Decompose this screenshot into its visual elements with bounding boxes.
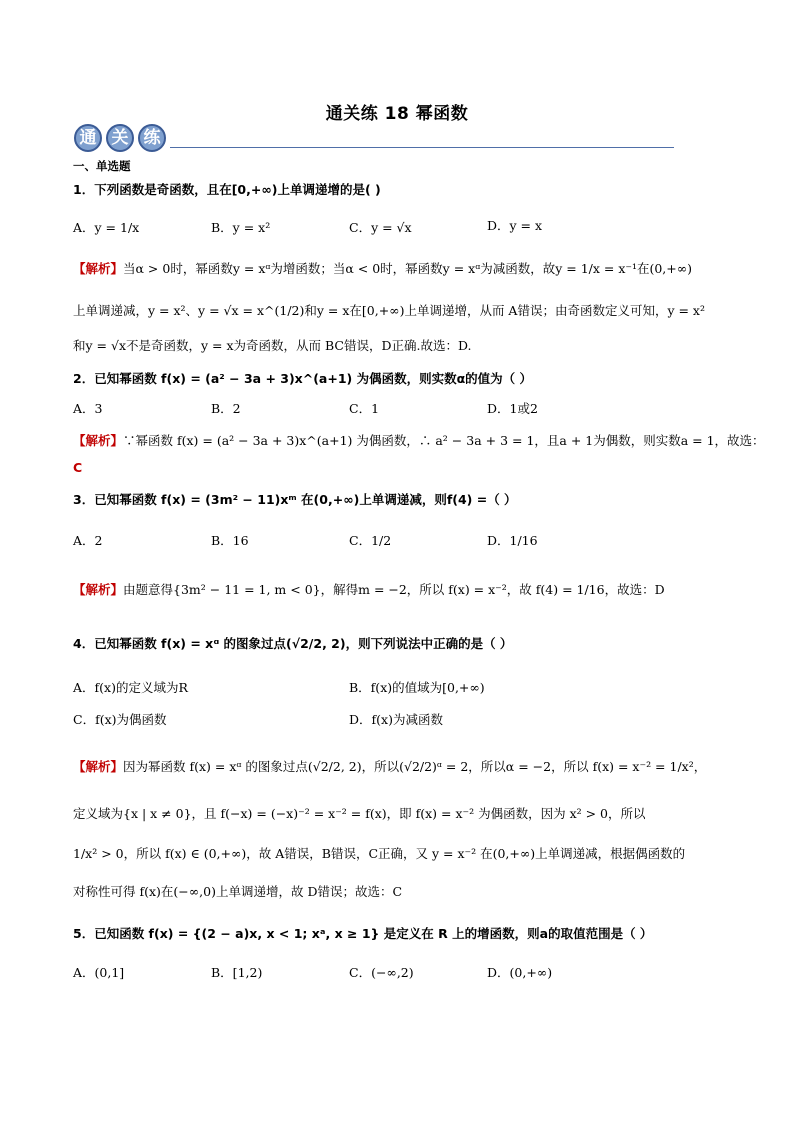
- question-1-stem: 1．下列函数是奇函数，且在[0,+∞)上单调递增的是( ): [73, 182, 381, 197]
- q5-option-d: D．(0,+∞): [487, 965, 553, 980]
- q3-option-a: A．2: [73, 533, 103, 548]
- page-title: 通关练 18 幂函数: [325, 104, 469, 124]
- banner-badge: 练: [138, 124, 166, 152]
- q1-option-d: D．y = x: [487, 218, 543, 233]
- q4-option-d: D．f(x)为减函数: [349, 712, 443, 727]
- q4-option-c: C．f(x)为偶函数: [73, 712, 167, 727]
- q4-option-b: B．f(x)的值域为[0,+∞): [349, 680, 485, 695]
- banner-rule: [170, 147, 674, 148]
- q5-option-b: B．[1,2): [211, 965, 263, 980]
- question-3-stem: 3．已知幂函数 f(x) = (3m² − 11)xᵐ 在(0,+∞)上单调递减，则f(4) =（ ）: [73, 492, 517, 507]
- q3-analysis-line-1: [73, 580, 665, 598]
- q1-option-a: A．y = 1/x: [73, 220, 140, 235]
- analysis-text: 因为幂函数 f(x) = xᵅ 的图象过点(√2/2, 2)，所以(√2/2)ᵅ = 2，所以α = −2，所以 f(x) = x⁻² = 1/x²，: [123, 759, 707, 774]
- question-2-stem: 2．已知幂函数 f(x) = (a² − 3a + 3)x^(a+1) 为偶函数，则实数α的值为（ ）: [73, 371, 533, 386]
- banner-badge: 关: [106, 124, 134, 152]
- q2-option-c: C．1: [349, 401, 380, 416]
- analysis-label: 【解析】: [73, 759, 124, 774]
- q2-analysis-line-1: [73, 431, 765, 449]
- q2-option-d: D．1或2: [487, 401, 538, 416]
- q4-analysis-line-4: 对称性可得 f(x)在(−∞,0)上单调递增，故 D错误；故选：C: [73, 884, 403, 899]
- q4-analysis-line-1: [73, 757, 706, 775]
- question-5-stem: 5．已知函数 f(x) = {(2 − a)x, x < 1; xᵃ, x ≥ 1} 是定义在 R 上的增函数，则a的取值范围是（ ）: [73, 926, 653, 941]
- q1-analysis-line-3: 和y = √x不是奇函数，y = x为奇函数，从而 BC错误，D正确.故选：D.: [73, 338, 472, 353]
- q3-option-d: D．1/16: [487, 533, 538, 548]
- analysis-label: 【解析】: [73, 582, 124, 597]
- q4-option-a: A．f(x)的定义域为R: [73, 680, 188, 695]
- analysis-label: 【解析】: [73, 433, 124, 448]
- q3-option-c: C．1/2: [349, 533, 392, 548]
- q2-option-a: A．3: [73, 401, 103, 416]
- q4-analysis-line-3: 1/x² > 0，所以 f(x) ∈ (0,+∞)，故 A错误，B错误，C正确，又 y = x⁻² 在(0,+∞)上单调递减，根据偶函数的: [73, 846, 686, 861]
- q2-analysis-line-2: C: [73, 460, 83, 475]
- q5-option-a: A．(0,1]: [73, 965, 125, 980]
- q2-option-b: B．2: [211, 401, 241, 416]
- section-banner: [74, 124, 674, 156]
- q4-analysis-line-2: 定义域为{x | x ≠ 0}，且 f(−x) = (−x)⁻² = x⁻² = f(x)，即 f(x) = x⁻² 为偶函数，因为 x² > 0，所以: [73, 806, 646, 821]
- q5-option-c: C．(−∞,2): [349, 965, 414, 980]
- analysis-text: 当α > 0时，幂函数y = xᵅ为增函数；当α < 0时，幂函数y = xᵅ为减函数，故y = 1/x = x⁻¹在(0,+∞): [123, 261, 693, 276]
- question-4-stem: 4．已知幂函数 f(x) = xᵅ 的图象过点(√2/2, 2)，则下列说法中正确的是（ ）: [73, 636, 513, 651]
- analysis-label: 【解析】: [73, 261, 124, 276]
- q1-analysis-line-1: [73, 259, 692, 277]
- q1-option-c: C．y = √x: [349, 220, 412, 235]
- q1-analysis-line-2: 上单调递减，y = x²、y = √x = x^(1/2)和y = x在[0,+∞)上单调递增，从而 A错误；由奇函数定义可知，y = x²: [73, 303, 705, 318]
- analysis-text: ∵幂函数 f(x) = (a² − 3a + 3)x^(a+1) 为偶函数，∴ a² − 3a + 3 = 1，且a + 1为偶数，则实数a = 1，故选：: [123, 433, 765, 448]
- q1-option-b: B．y = x²: [211, 220, 271, 235]
- analysis-text: 由题意得{3m² − 11 = 1, m < 0}，解得m = −2，所以 f(x) = x⁻²，故 f(4) = 1/16，故选：D: [123, 582, 665, 597]
- section-heading: 一、单选题: [73, 159, 131, 173]
- q3-option-b: B．16: [211, 533, 249, 548]
- banner-badge: 通: [74, 124, 102, 152]
